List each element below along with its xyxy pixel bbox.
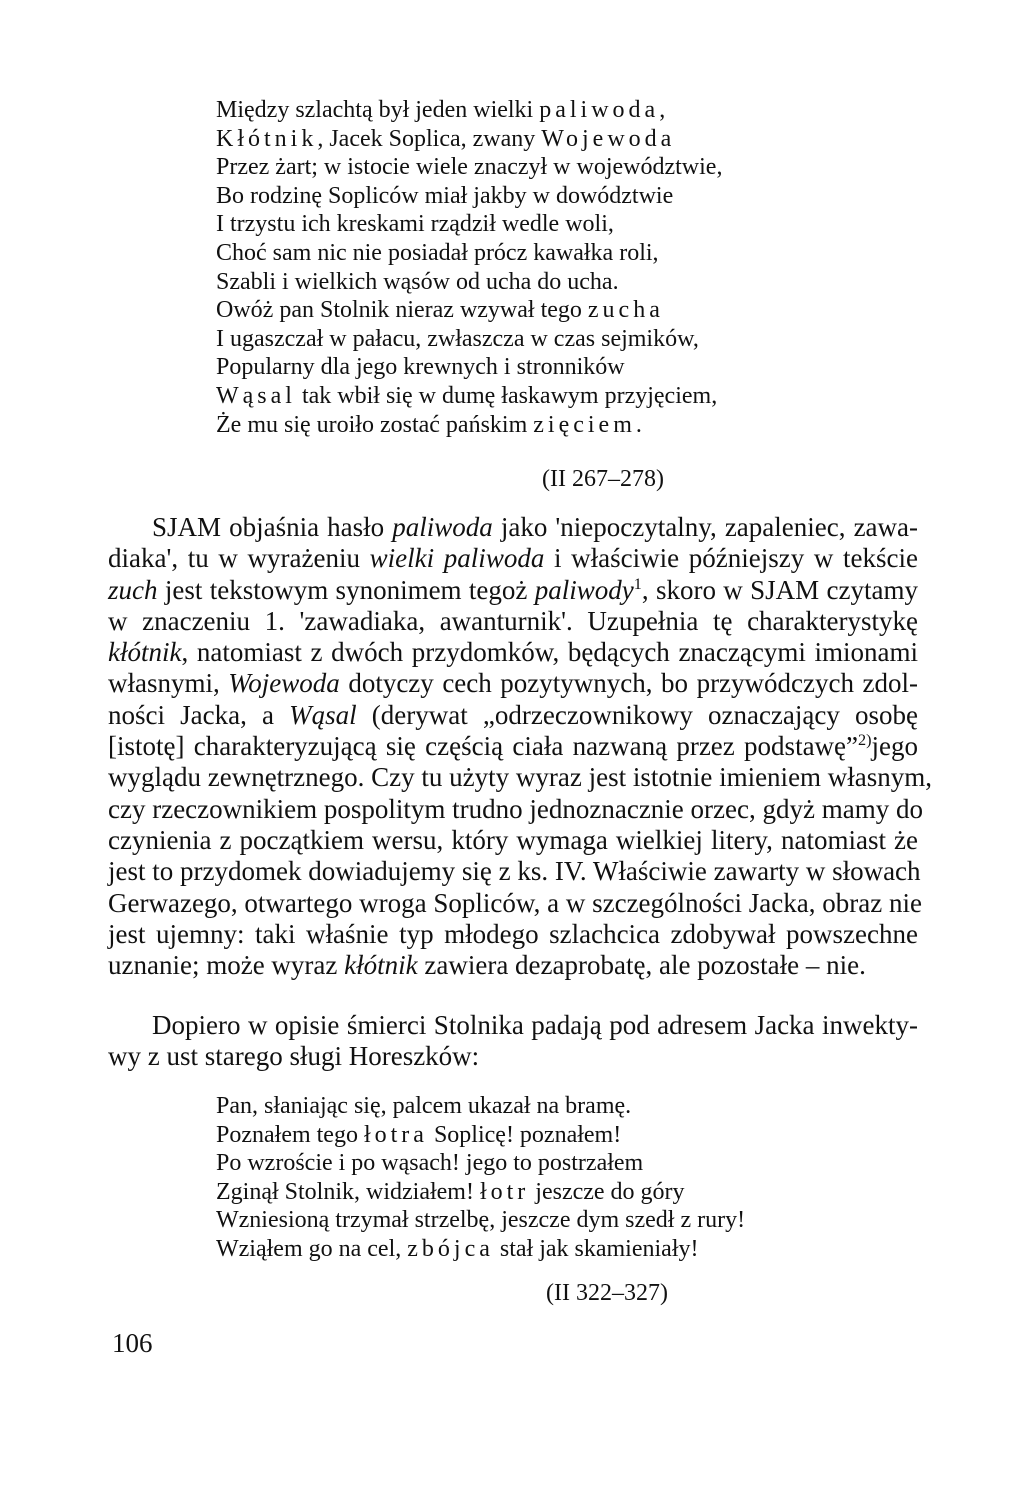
italic-term: zuch [108, 574, 158, 605]
verse-text: Pan, słaniając się, palcem ukazał na bramę. [216, 1093, 632, 1119]
page-number: 106 [112, 1328, 153, 1358]
text-run: (derywat „odrzeczownikowy oznaczający osobę [356, 699, 919, 730]
verse-text: tak wbił się w dumę łaskawym przyjęciem, [295, 382, 718, 409]
italic-term: kłótnik [344, 950, 418, 981]
text-run: jest ujemny: taki właśnie typ młodego szlachcica zdobywał powszechne [108, 918, 918, 949]
verse-text: , Jacek Soplica, zwany [317, 125, 542, 152]
verse-text: I ugaszczał w pałacu, zwłaszcza w czas sejmików, [216, 325, 699, 352]
verse-text: Między szlachtą był jeden wielki [216, 97, 540, 123]
verse-line [216, 1235, 745, 1264]
verse-line [216, 182, 722, 211]
text-run: Dopiero w opisie śmierci Stolnika padają pod adresem Jacka inwekty- [152, 1010, 918, 1040]
text-run: jest tekstowym synonimem tegoż [157, 574, 535, 605]
verse-text: Wziąłem go na cel, [216, 1235, 408, 1262]
spaced-word: łotr [479, 1178, 530, 1205]
verse-text: Szabli i wielkich wąsów od ucha do ucha. [216, 268, 619, 295]
verse-text: Bo rodzinę Sopliców miał jakby w dowództwie [216, 182, 674, 209]
verse-line [216, 296, 722, 325]
text-line [108, 543, 918, 574]
body-paragraph-1 [108, 512, 933, 981]
spaced-word: Wojewoda [541, 125, 676, 152]
text-line [108, 856, 921, 887]
verse-line [216, 382, 722, 411]
text-run: czynienia z początkiem wersu, który wymaga wielkiej litery, natomiast że [108, 824, 918, 855]
verse-line [216, 325, 722, 354]
text-run: w znaczeniu 1. 'zawadiaka, awanturnik'. Uzupełnia tę charakterystykę [108, 605, 918, 636]
verse-line [216, 125, 722, 154]
text-line [108, 606, 918, 637]
text-line [108, 887, 922, 919]
spaced-word: zbójca [407, 1235, 494, 1262]
text-run: zawiera dezaprobatę, ale pozostałe – nie. [417, 950, 866, 981]
spaced-word: Kłótnik [216, 125, 318, 152]
body-paragraph-2 [108, 1010, 918, 1073]
verse-text: . [635, 411, 642, 438]
text-line [108, 825, 918, 856]
text-line [108, 637, 918, 668]
verse-line [216, 239, 722, 268]
text-run: czy rzeczownikiem pospolitym trudno jednoznacznie orzec, gdyż mamy do [108, 793, 923, 824]
verse-text: Popularny dla jego krewnych i stronników [216, 354, 625, 381]
verse-text: Że mu się uroiło zostać pańskim [216, 411, 534, 438]
text-run: i właściwie późniejszy w tekście [544, 543, 919, 574]
verse-text: Przez żart; w istocie wiele znaczył w województwie, [216, 154, 723, 181]
text-run: diaka', tu w wyrażeniu [108, 543, 370, 574]
verse-line [216, 96, 722, 125]
verse-line [216, 1206, 745, 1235]
text-run: jest to przydomek dowiadujemy się z ks. IV. Właściwie zawarty w słowach [108, 856, 921, 887]
italic-term: Wojewoda [228, 668, 340, 699]
italic-term: wielki paliwoda [369, 543, 545, 574]
text-run: wyglądu zewnętrznego. Czy tu użyty wyraz jest istotnie imieniem własnym, [108, 762, 933, 793]
spaced-word: paliwoda [539, 97, 660, 123]
text-run: własnymi, [108, 668, 229, 699]
text-line [108, 700, 918, 731]
text-line [108, 731, 918, 762]
italic-term: paliwody [534, 574, 634, 605]
footnote-marker: 1 [633, 574, 642, 593]
verse-reference-2: (II 322–327) [546, 1280, 668, 1306]
text-line [108, 1041, 918, 1072]
text-run: SJAM objaśnia hasło [152, 512, 393, 542]
verse-text: Poznałem tego [216, 1121, 364, 1148]
text-line [108, 919, 918, 950]
verse-reference-1: (II 267–278) [542, 466, 664, 492]
text-line [108, 762, 933, 793]
verse-line [216, 1149, 745, 1178]
text-line [108, 1010, 918, 1041]
verse-line [216, 153, 722, 182]
italic-term: Wąsal [289, 699, 357, 730]
italic-term: kłótnik [108, 637, 182, 668]
verse-line [216, 210, 722, 239]
footnote-marker: 2) [858, 731, 872, 750]
verse-line [216, 1121, 745, 1150]
text-line [108, 575, 918, 606]
verse-text: stał jak skamieniały! [493, 1235, 699, 1262]
verse-text: , [659, 97, 666, 123]
verse-quote-1 [216, 96, 722, 439]
spaced-word: zięciem [533, 411, 636, 438]
verse-text: Owóż pan Stolnik nieraz wzywał tego [216, 297, 588, 324]
spaced-word: Wąsal [216, 382, 296, 409]
text-run: jego [871, 731, 918, 762]
text-run: wy z ust starego sługi Horeszków: [108, 1041, 480, 1072]
verse-text: Po wzroście i po wąsach! jego to postrzałem [216, 1150, 644, 1177]
text-run: , natomiast z dwóch przydomków, będących znaczącymi imionami [181, 637, 918, 668]
spaced-word: zucha [587, 297, 664, 324]
text-line [108, 668, 918, 699]
italic-term: paliwoda [392, 512, 493, 542]
text-run: uznanie; może wyraz [108, 950, 345, 981]
verse-line [216, 1178, 745, 1207]
text-run: jako 'niepoczytalny, zapaleniec, zawa- [492, 512, 919, 542]
verse-line [216, 268, 722, 297]
text-line [108, 950, 918, 981]
verse-line [216, 1092, 745, 1121]
text-run: , skoro w SJAM czytamy [641, 574, 919, 605]
verse-text: I trzystu ich kreskami rządził wedle woli, [216, 211, 614, 238]
text-line [108, 793, 923, 825]
text-run: [istotę] charakteryzującą się częścią ciała nazwaną przez podstawę” [108, 731, 859, 762]
verse-quote-2 [216, 1092, 745, 1264]
text-run: Gerwazego, otwartego wroga Sopliców, a w szczególności Jacka, obraz nie [108, 887, 922, 918]
verse-line [216, 353, 722, 382]
verse-line [216, 411, 722, 440]
text-run: dotyczy cech pozytywnych, bo przywódczych zdol- [339, 668, 918, 699]
text-run: ności Jacka, a [108, 699, 290, 730]
spaced-word: łotra [363, 1121, 428, 1148]
verse-text: Wzniesioną trzymał strzelbę, jeszcze dym szedł z rury! [216, 1207, 746, 1234]
text-line [108, 512, 918, 543]
verse-text: Soplicę! poznałem! [427, 1121, 622, 1148]
verse-text: Zginął Stolnik, widziałem! [216, 1178, 480, 1205]
verse-text: jeszcze do góry [529, 1178, 685, 1205]
verse-text: Choć sam nic nie posiadał prócz kawałka roli, [216, 239, 659, 266]
